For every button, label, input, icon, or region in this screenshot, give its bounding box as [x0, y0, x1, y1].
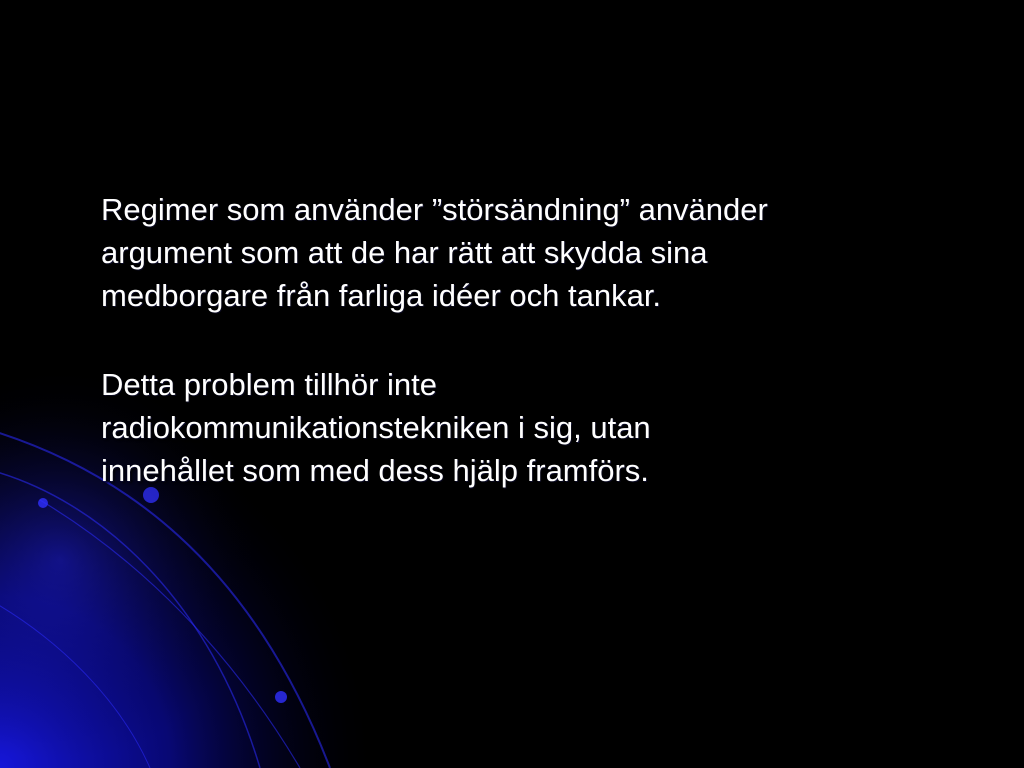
- paragraph-2: Detta problem tillhör inte radiokommunikationstekniken i sig, utan innehållet som med dess hjälp framförs.: [101, 367, 651, 488]
- slide-body: [101, 188, 981, 538]
- paragraph-1: Regimer som använder ”störsändning” använder argument som att de har rätt att skydda sina medborgare från farliga idéer och tankar.: [101, 192, 768, 313]
